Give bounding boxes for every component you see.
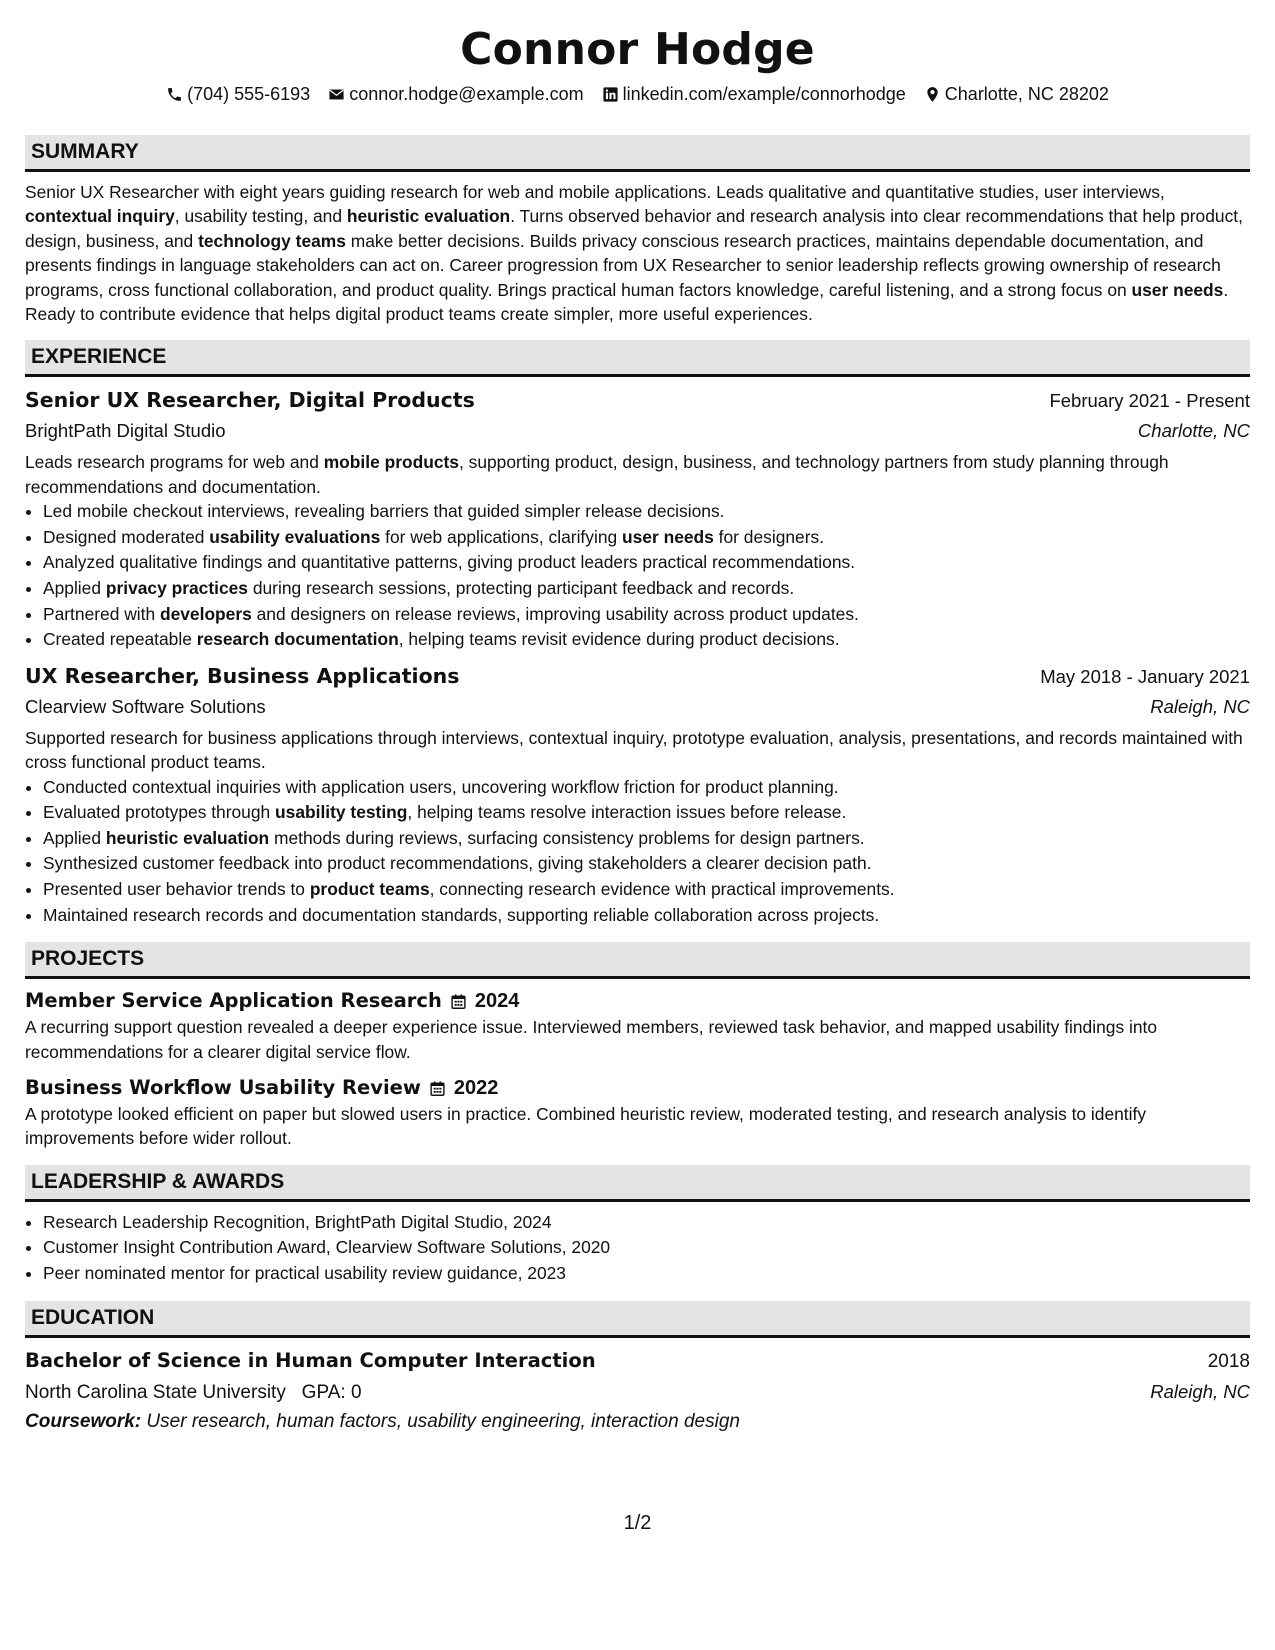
- bullet-item: • Maintained research records and documentation standards, supporting reliable collaboration across projects.: [43, 903, 1250, 929]
- award-item: • Customer Insight Contribution Award, Clearview Software Solutions, 2020: [43, 1235, 1250, 1261]
- bullet-item: • Led mobile checkout interviews, revealing barriers that guided simpler release decisions.: [43, 499, 1250, 525]
- email-text: connor.hodge@example.com: [349, 84, 584, 104]
- resume-page: [25, 0, 1250, 1437]
- gpa: GPA: 0: [301, 1381, 362, 1403]
- emphasis-keyword: technology teams: [198, 230, 346, 251]
- project-entry: [25, 1074, 1250, 1151]
- bullet-item: • Synthesized customer feedback into product recommendations, giving stakeholders a clearer decision path.: [43, 851, 1250, 877]
- school-name: North Carolina State University: [25, 1381, 286, 1403]
- contact-linkedin[interactable]: [602, 82, 906, 106]
- linkedin-text: linkedin.com/example/connorhodge: [622, 84, 906, 104]
- job-description: Leads research programs for web and mobile products, supporting product, design, business, and technology partners from study planning through recommendations and documentation.: [25, 452, 1169, 497]
- project-entry: [25, 987, 1250, 1064]
- page-number: 1/2: [623, 1512, 652, 1534]
- section-heading-experience: EXPERIENCE: [25, 340, 1250, 377]
- emphasis-keyword: privacy practices: [105, 578, 248, 599]
- bullet-item: • Created repeatable research documentation, helping teams revisit evidence during product decisions.: [43, 627, 1250, 653]
- project-year: 2024: [474, 990, 520, 1013]
- phone-text: (704) 555-6193: [187, 84, 311, 104]
- coursework-text: User research, human factors, usability engineering, interaction design: [146, 1410, 740, 1432]
- map-pin-icon: [924, 86, 941, 103]
- award-item: • Peer nominated mentor for practical usability review guidance, 2023: [43, 1261, 1250, 1287]
- section-heading-leadership: LEADERSHIP & AWARDS: [25, 1165, 1250, 1202]
- school-location: Raleigh, NC: [1150, 1380, 1250, 1402]
- coursework-label: Coursework:: [25, 1410, 142, 1432]
- company-name: BrightPath Digital Studio: [25, 420, 226, 442]
- calendar-icon: [429, 1080, 446, 1097]
- emphasis-keyword: usability evaluations: [209, 526, 381, 547]
- emphasis-keyword: heuristic evaluation: [105, 827, 270, 848]
- location-text: Charlotte, NC 28202: [944, 84, 1109, 104]
- bullet-item: • Applied privacy practices during research sessions, protecting participant feedback and records.: [43, 576, 1250, 602]
- degree: Bachelor of Science in Human Computer Interaction: [25, 1348, 596, 1372]
- company-name: Clearview Software Solutions: [25, 695, 266, 717]
- contact-bar: [25, 82, 1250, 106]
- job-title: UX Researcher, Business Applications: [25, 663, 460, 688]
- bullet-item: • Designed moderated usability evaluations for web applications, clarifying user needs for designers.: [43, 525, 1250, 551]
- emphasis-keyword: developers: [159, 603, 252, 624]
- section-heading-education: EDUCATION: [25, 1301, 1250, 1338]
- phone-icon: [166, 86, 183, 103]
- project-description: A prototype looked efficient on paper but slowed users in practice. Combined heuristic review, moderated testing, and research analysis to identify improvements before wider rollout.: [25, 1104, 1147, 1149]
- job-entry: [25, 661, 1250, 928]
- bullet-item: • Partnered with developers and designers on release reviews, improving usability across product updates.: [43, 602, 1250, 628]
- emphasis-keyword: mobile products: [323, 452, 459, 473]
- job-bullets: [25, 499, 1250, 653]
- section-heading-summary: SUMMARY: [25, 135, 1250, 172]
- coursework-line: [25, 1407, 1250, 1437]
- job-title: Senior UX Researcher, Digital Products: [25, 388, 475, 413]
- emphasis-keyword: heuristic evaluation: [346, 206, 511, 227]
- project-title: Member Service Application Research: [25, 989, 442, 1013]
- emphasis-keyword: user needs: [1131, 279, 1224, 300]
- bullet-item: • Presented user behavior trends to product teams, connecting research evidence with practical improvements.: [43, 877, 1250, 903]
- bullet-item: • Evaluated prototypes through usability testing, helping teams resolve interaction issues before release.: [43, 800, 1250, 826]
- project-year: 2022: [453, 1077, 499, 1099]
- summary-text: Senior UX Researcher with eight years guiding research for web and mobile applications. Leads qualitative and quantitative studies, user interviews, contextual inquiry, usability testing, and heuristic evaluation. Turns observed behavior and research analysis into clear recommendations that help product, design, business, and technology teams make better decisions. Builds privacy conscious research practices, maintains dependable documentation, and presents findings in language stakeholders can act on. Career progression from UX Researcher to senior leadership reflects growing ownership of research programs, cross functional collaboration, and product quality. Brings practical human factors knowledge, careful listening, and a strong focus on user needs. Ready to contribute evidence that helps digital product teams create simpler, more useful experiences.: [25, 182, 1243, 325]
- bullet-item: • Conducted contextual inquiries with application users, uncovering workflow friction for product planning.: [43, 775, 1250, 801]
- project-description: A recurring support question revealed a deeper experience issue. Interviewed members, reviewed task behavior, and mapped usability findings into recommendations for a clearer digital service flow.: [25, 1017, 1158, 1062]
- section-heading-projects: PROJECTS: [25, 942, 1250, 979]
- job-description: Supported research for business applications through interviews, contextual inquiry, prototype evaluation, analysis, presentations, and records maintained with cross functional product teams.: [25, 727, 1243, 773]
- emphasis-keyword: usability testing: [275, 802, 408, 823]
- envelope-icon: [328, 86, 345, 103]
- job-entry: [25, 385, 1250, 652]
- job-dates: February 2021 - Present: [1049, 390, 1250, 412]
- calendar-icon: [450, 993, 467, 1010]
- emphasis-keyword: contextual inquiry: [25, 206, 175, 227]
- graduation-year: 2018: [1207, 1350, 1250, 1372]
- emphasis-keyword: product teams: [309, 879, 430, 899]
- bullet-item: • Applied heuristic evaluation methods during reviews, surfacing consistency problems for design partners.: [43, 826, 1250, 852]
- emphasis-keyword: user needs: [622, 526, 714, 547]
- linkedin-icon: [602, 86, 619, 103]
- contact-location: [924, 82, 1109, 106]
- awards-list: [25, 1210, 1250, 1287]
- award-item: • Research Leadership Recognition, BrightPath Digital Studio, 2024: [43, 1210, 1250, 1236]
- project-title: Business Workflow Usability Review: [25, 1076, 421, 1099]
- job-location: Raleigh, NC: [1150, 695, 1250, 717]
- candidate-name: Connor Hodge: [460, 24, 815, 75]
- contact-email[interactable]: [328, 82, 583, 106]
- contact-phone[interactable]: [166, 82, 310, 106]
- job-bullets: [25, 775, 1250, 929]
- emphasis-keyword: research documentation: [196, 629, 399, 650]
- bullet-item: • Analyzed qualitative findings and quantitative patterns, giving product leaders practical recommendations.: [43, 550, 1250, 576]
- job-dates: May 2018 - January 2021: [1040, 665, 1250, 687]
- job-location: Charlotte, NC: [1137, 420, 1250, 442]
